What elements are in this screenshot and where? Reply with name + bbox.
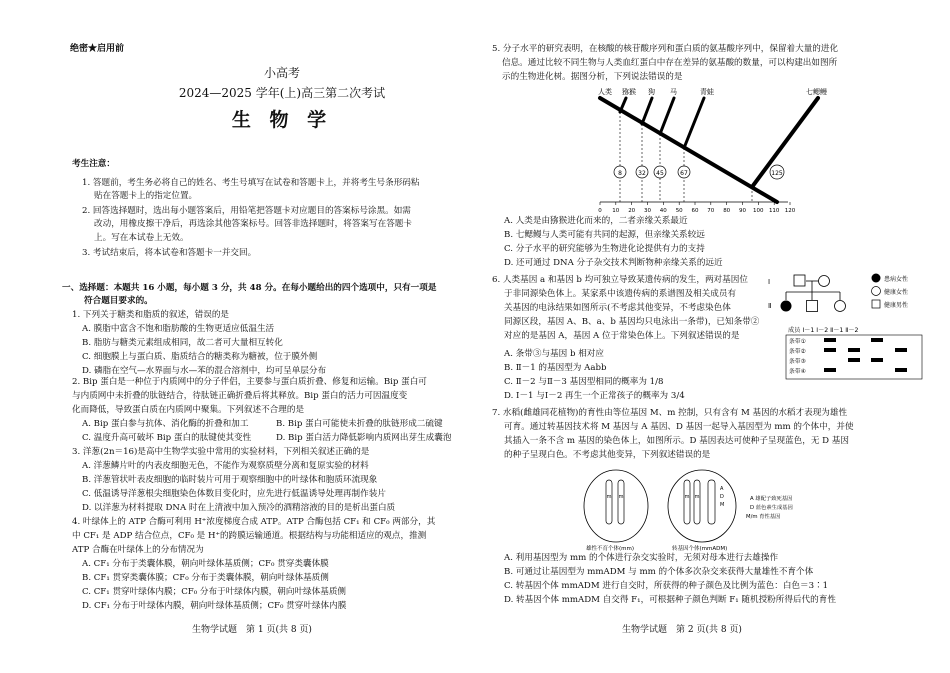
section-heading-cont: 符合题目要求的。 (84, 296, 153, 306)
question-1-stem: 1. 下列关于糖类和脂质的叙述，错误的是 (72, 310, 230, 320)
legend-healthy-female: 健康女性 (884, 289, 909, 296)
legend-healthy-male: 健康男性 (884, 302, 909, 309)
gel-frame (786, 335, 922, 379)
species-label-human: 人类 (598, 88, 612, 96)
axis-tick-label: 80 (723, 208, 731, 214)
chromosome-m (684, 480, 690, 524)
legend-affected-female: 患病女性 (884, 276, 909, 283)
q7-option-c: C. 转基因个体 mmADM 进行自交时，所获得的种子颜色及比例为蓝色：白色＝3∶1 (504, 581, 829, 591)
school-name: 小高考 (263, 66, 300, 80)
q5-option-b: B. 七鳃鳗与人类可能有共同的起源，但亲缘关系较远 (504, 230, 705, 240)
question-6-stem: 对应的是基因 A，基因 A 位于常染色体上。下列叙述错误的是 (504, 331, 740, 341)
pedigree-affected-female-II1 (781, 301, 792, 312)
q4-option-d: D. CF₁ 分布于叶绿体内膜，朝向叶绿体基质侧；CF₀ 贯穿叶绿体内膜 (82, 601, 347, 611)
question-4-stem: 中 CF₁ 是 ADP 结合位点，CF₀ 是 H⁺的跨膜运输通道。根据结构与功能相适应的观点，推测 (72, 531, 427, 541)
chromosome-m (618, 480, 624, 524)
q6-option-b: B. Ⅱ－1 的基因型为 Aabb (504, 363, 607, 373)
gene-label-M: M (720, 502, 725, 508)
cell-mm (584, 470, 648, 542)
gel-band-label: 条带② (789, 349, 806, 355)
note-line: 1. 答题前，考生务必将自己的姓名、考生号填写在试卷和答题卡上，并将考生号条形码粘 (82, 178, 420, 188)
q7-option-d: D. 转基因个体 mmADM 自交得 F₁，可根据种子颜色判断 F₁ 随机授粉所得后代的育性 (504, 595, 836, 605)
legend-healthy-female-icon (872, 287, 881, 296)
q4-option-b: B. CF₁ 贯穿类囊体膜；CF₀ 分布于类囊体膜，朝向叶绿体基质侧 (82, 573, 329, 583)
q7-option-b: B. 可通过让基因型为 mmADM 与 mm 的个体多次杂交来获得大量雄性不育个体 (504, 567, 814, 577)
generation-label-I: Ⅰ (768, 278, 771, 286)
q5-option-c: C. 分子水平的研究能够为生物进化论提供有力的支持 (504, 244, 705, 254)
pedigree-female-II3 (835, 301, 846, 312)
gene-label-m: m (684, 494, 690, 500)
generation-label-II: Ⅱ (768, 302, 772, 310)
q6-option-d: D. Ⅰ－1 与Ⅰ－2 再生一个正常孩子的概率为 3/4 (504, 391, 685, 401)
subject-title: 生 物 学 (231, 109, 333, 131)
question-4-stem: ATP 合酶在叶绿体上的分布情况为 (72, 545, 204, 555)
pedigree-figure (766, 270, 928, 386)
species-label-lamprey: 七鳃鳗 (806, 88, 827, 96)
page-footer-left: 生物学试题 第 1 页(共 8 页) (192, 625, 312, 635)
axis-tick-label: 110 (768, 208, 780, 214)
question-5-stem: 示的生物进化树。据图分析，下列说法错误的是 (502, 72, 683, 82)
notes-title: 考生注意： (72, 159, 115, 169)
q6-option-a: A. 条带③与基因 b 相对应 (504, 349, 604, 359)
q3-option-a: A. 洋葱鳞片叶的内表皮细胞无色，不能作为观察质壁分离和复原实验的材料 (82, 461, 369, 471)
q6-option-c: C. Ⅱ－2 与Ⅱ－3 基因型相同的概率为 1/8 (504, 377, 664, 387)
note-line: 2. 回答选择题时，选出每小题答案后，用铅笔把答题卡对应题目的答案标号涂黑。如需 (82, 206, 411, 216)
axis-tick-label: 40 (659, 208, 667, 214)
page-footer-right: 生物学试题 第 2 页(共 8 页) (622, 625, 742, 635)
question-5-stem: 5. 分子水平的研究表明，在核酸的核苷酸序列和蛋白质的氨基酸序列中，保留着大量的进化 (492, 44, 839, 54)
gene-label-D: D (720, 494, 724, 500)
q7-option-a: A. 利用基因型为 mm 的个体进行杂交实验时，无须对母本进行去雄操作 (504, 553, 779, 563)
species-label-horse: 马 (670, 88, 677, 96)
question-6-stem: 6. 人类基因 a 和基因 b 均可独立导致某遗传病的发生，两对基因位 (492, 275, 748, 285)
branch-number: 8 (618, 170, 622, 177)
section-heading: 一、选择题：本题共 16 小题，每小题 3 分，共 48 分。在每小题给出的四个选项中，只有一项是 (62, 283, 437, 293)
species-label-macaque: 猕猴 (622, 88, 636, 96)
question-3-stem: 3. 洋葱(2n＝16)是高中生物学实验中常用的实验材料，下列相关叙述正确的是 (72, 447, 370, 457)
axis-tick-label: 10 (612, 208, 620, 214)
legend-healthy-male-icon (872, 300, 880, 308)
note-line: 改动，用橡皮擦干净后，再选涂其他答案标号。回答非选择题时，将答案写在答题卡 (94, 219, 412, 229)
q2-option-c: C. 温度升高可破坏 Bip 蛋白的肽键使其变性 (82, 433, 252, 443)
gel-band-label: 条带③ (789, 359, 806, 365)
axis-tick-label: 50 (675, 208, 683, 214)
gel-header: 成员 Ⅰ－1 Ⅰ－2 Ⅱ－1 Ⅱ－2 (788, 327, 859, 334)
right-column (492, 0, 932, 673)
left-column (62, 0, 502, 673)
q5-option-a: A. 人类是由猕猴进化而来的，二者亲缘关系最近 (504, 216, 688, 226)
pedigree-male-II2 (807, 301, 818, 312)
question-7-stem: 的种子呈现白色。不考虑其他变异，下列叙述错误的是 (504, 450, 711, 460)
rice-chromosome-figure (580, 466, 830, 554)
legend-gene-D: D 蓝色素生成基因 (750, 505, 793, 511)
note-line: 贴在答题卡上的指定位置。 (94, 191, 198, 201)
chromosome-m (606, 480, 612, 524)
axis-tick-label: 120 (784, 208, 796, 214)
axis-tick-label: 100 (753, 208, 764, 214)
legend-gene-M: M/m 育性基因 (746, 514, 781, 520)
note-line: 上。写在本试卷上无效。 (94, 233, 189, 243)
gene-label-A: A (720, 486, 724, 492)
axis-tick-label: 60 (691, 208, 699, 214)
chromosome-m (694, 480, 700, 524)
question-2-stem: 2. Bip 蛋白是一种位于内质网中的分子伴侣，主要参与蛋白质折叠、修复和运输。Bip 蛋白可 (72, 377, 427, 387)
gel-band-label: 条带④ (789, 369, 806, 375)
axis-tick-label: 30 (644, 208, 651, 214)
branch-number: 32 (638, 170, 646, 177)
question-7-stem: 7. 水稻(雌雄同花植物)的育性由等位基因 M、m 控制，只有含有 M 基因的水稻才表现为雄性 (492, 408, 848, 418)
axis-tick-label: 0 (598, 208, 602, 214)
branch-number: 45 (656, 170, 664, 177)
question-2-stem: 化而降低，导致蛋白质在内质网中聚集。下列叙述不合理的是 (72, 405, 305, 415)
legend-gene-A: A 雄配子致死基因 (750, 496, 793, 502)
q5-option-d: D. 还可通过 DNA 分子杂交技术判断物种亲缘关系的远近 (504, 258, 723, 268)
tree-axis-ticks (600, 202, 790, 205)
q1-option-b: B. 脂肪与糖类元素组成相同，故二者可大量相互转化 (82, 338, 283, 348)
caption-transgenic: 转基因个体(mmADM) (672, 546, 728, 552)
gene-label-m: m (694, 494, 700, 500)
question-4-stem: 4. 叶绿体上的 ATP 合酶可利用 H⁺浓度梯度合成 ATP。ATP 合酶包括 CF₁ 和 CF₀ 两部分，其 (72, 517, 436, 527)
axis-tick-label: 20 (628, 208, 636, 214)
tree-axis-labels (598, 208, 795, 214)
cell-mmADM (668, 470, 736, 542)
pedigree-male-I1 (794, 275, 805, 286)
gel-band-label: 条带① (789, 339, 806, 345)
q3-option-b: B. 洋葱管状叶表皮细胞的临时装片可用于观察细胞中的叶绿体和胞质环流现象 (82, 475, 378, 485)
species-label-frog: 青蛙 (700, 88, 714, 96)
question-5-stem: 信息。通过比较不同生物与人类血红蛋白中存在差异的氨基酸的数量，可以构建出如图所 (502, 58, 838, 68)
q3-option-d: D. 以洋葱为材料提取 DNA 时在上清液中加入预冷的酒精溶液的目的是析出蛋白质 (82, 503, 396, 513)
species-label-dog: 狗 (648, 88, 655, 96)
pedigree-female-I2 (819, 276, 830, 287)
question-6-stem: 于非同源染色体上。某家系中该遗传病的系谱图及相关成员有 (504, 289, 737, 299)
q1-option-d: D. 磷脂在空气—水界面与水—苯的混合溶剂中，均可呈单层分布 (82, 366, 327, 376)
q1-option-c: C. 细胞膜上与蛋白质、脂质结合的糖类称为糖被，位于膜外侧 (82, 352, 318, 362)
note-line: 3. 考试结束后，将本试卷和答题卡一并交回。 (82, 248, 257, 258)
q4-option-a: A. CF₁ 分布于类囊体膜，朝向叶绿体基质侧；CF₀ 贯穿类囊体膜 (82, 559, 329, 569)
question-2-stem: 与内质网中未折叠的肽链结合，待肽链正确折叠后将其释放。Bip 蛋白的活力可因温度变 (72, 391, 408, 401)
q1-option-a: A. 膜脂中富含不饱和脂肪酸的生物更适应低温生活 (82, 324, 275, 334)
q2-option-a: A. Bip 蛋白参与抗体、消化酶的折叠和加工 (82, 419, 249, 429)
question-7-stem: 其插入一条不含 m 基因的染色体上，如图所示。D 基因表达可使种子呈现蓝色，无 D 基因 (504, 436, 849, 446)
tree-branches (600, 98, 818, 202)
q4-option-c: C. CF₁ 贯穿叶绿体内膜；CF₀ 分布于叶绿体内膜，朝向叶绿体基质侧 (82, 587, 347, 597)
axis-tick-label: 90 (739, 208, 746, 214)
caption-sterile: 雄性不育个体(mm) (586, 546, 635, 552)
branch-number: 125 (771, 170, 783, 177)
gene-label-m: m (606, 494, 612, 500)
chromosome-transgene (708, 480, 715, 524)
legend-affected-female-icon (872, 274, 881, 283)
question-6-stem: 关基因的电泳结果如图所示(不考虑其他变异，不考虑染色体 (504, 303, 731, 313)
tree-guides (620, 112, 752, 202)
phylogenetic-tree-figure (592, 84, 892, 218)
q2-option-d: D. Bip 蛋白活力降低影响内质网出芽生成囊泡 (276, 433, 452, 443)
secret-label: 绝密★启用前 (70, 44, 125, 54)
q3-option-c: C. 低温诱导洋葱根尖细胞染色体数目变化时，应先进行低温诱导处理再制作装片 (82, 489, 386, 499)
branch-number: 67 (680, 170, 688, 177)
question-6-stem: 同源区段，基因 A、B、a、b 基因均只电泳出一条带)，已知条带② (504, 317, 760, 327)
q2-option-b: B. Bip 蛋白可能使未折叠的肽链形成二硫键 (276, 419, 443, 429)
exam-title: 2024—2025 学年(上)高三第二次考试 (178, 86, 386, 100)
axis-tick-label: 70 (707, 208, 715, 214)
question-7-stem: 可育。通过转基因技术将 M 基因与 A 基因、D 基因一起导入基因型为 mm 的个体中，并使 (504, 422, 854, 432)
gene-label-m: m (618, 494, 624, 500)
